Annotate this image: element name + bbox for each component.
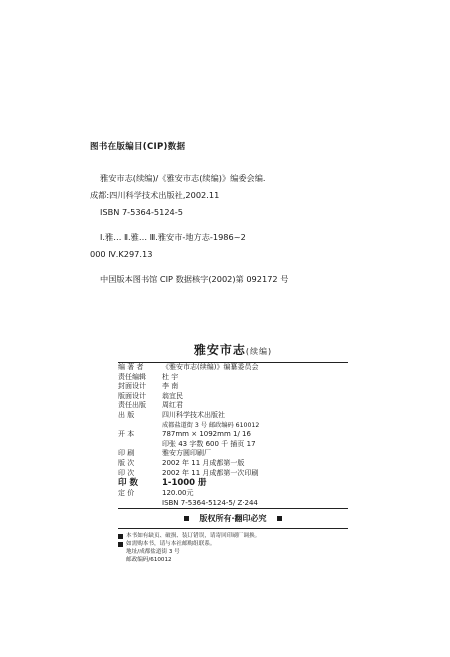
row-printer: 印 刷 雅安方圆印刷厂 [118, 449, 211, 458]
cip-line-publisher: 成都:四川科学技术出版社,2002.11 [90, 190, 220, 200]
notes [118, 529, 348, 564]
row-editor: 责任编辑 杜 宇 [118, 372, 179, 381]
cip-line-cip-number: 中国版本图书馆 CIP 数据核字(2002)第 092172 号 [100, 274, 289, 284]
cip-title: 图书在版编目(CIP)数据 [90, 142, 186, 152]
row-author: 编 著 者 《雅安市志(续编)》编纂委员会 [118, 363, 259, 371]
row-printing: 印 次 2002 年 11 月成都第一次印刷 [118, 468, 259, 477]
colophon-rows [118, 363, 348, 508]
square-bullet-icon [184, 516, 189, 521]
row-production: 责任出版 周红君 [118, 401, 183, 410]
note-postcode: 邮政编码/610012 [126, 557, 172, 564]
cip-line-classification: Ⅰ.雅… Ⅱ.雅… Ⅲ.雅安市-地方志-1986~2 [100, 232, 246, 242]
row-print-run: 印 数 1-1000 册 [118, 478, 207, 489]
note-address: 地址/成都盐道街 3 号 [126, 549, 180, 556]
square-bullet-icon [118, 534, 123, 539]
copyright-notice [118, 509, 348, 528]
cip-line-isbn: ISBN 7-5364-5124-5 [100, 207, 183, 217]
cip-line-author: 雅安市志(续编)/《雅安市志(续编)》编委会编. [100, 173, 266, 183]
row-publisher-address: 成都盐道街 3 号 邮政编码 610012 [162, 421, 260, 429]
row-edition: 版 次 2002 年 11 月成都第一版 [118, 458, 245, 467]
copyright-text: 版权所有·翻印必究 [199, 514, 267, 524]
note-mail-order: 如需购本书，请与本社邮购组联系。 [118, 540, 348, 548]
cip-block [90, 140, 430, 288]
square-bullet-icon [118, 542, 123, 547]
row-format: 开 本 787mm × 1092mm 1/ 16 [118, 430, 251, 439]
row-price: 定 价 120.00元 [118, 489, 194, 498]
colophon [118, 341, 348, 564]
note-defects: 本书如有缺页、破损、装订错误，请寄回印刷厂调换。 [118, 532, 348, 540]
book-title-main: 雅安市志 [193, 343, 246, 357]
book-title [118, 341, 348, 358]
book-title-sub: (续编) [245, 347, 273, 356]
square-bullet-icon [277, 516, 282, 521]
row-publisher: 出 版 四川科学技术出版社 [118, 410, 225, 419]
cip-line-classification-cont: 000 Ⅳ.K297.13 [90, 249, 153, 259]
row-sheets: 印张 43 字数 600 千 插页 17 [162, 439, 256, 448]
row-isbn-price: ISBN 7-5364-5124-5/ Z·244 [162, 498, 258, 507]
row-layout-design: 版面设计 翁宜民 [118, 391, 183, 400]
row-cover-design: 封面设计 李 南 [118, 382, 179, 391]
